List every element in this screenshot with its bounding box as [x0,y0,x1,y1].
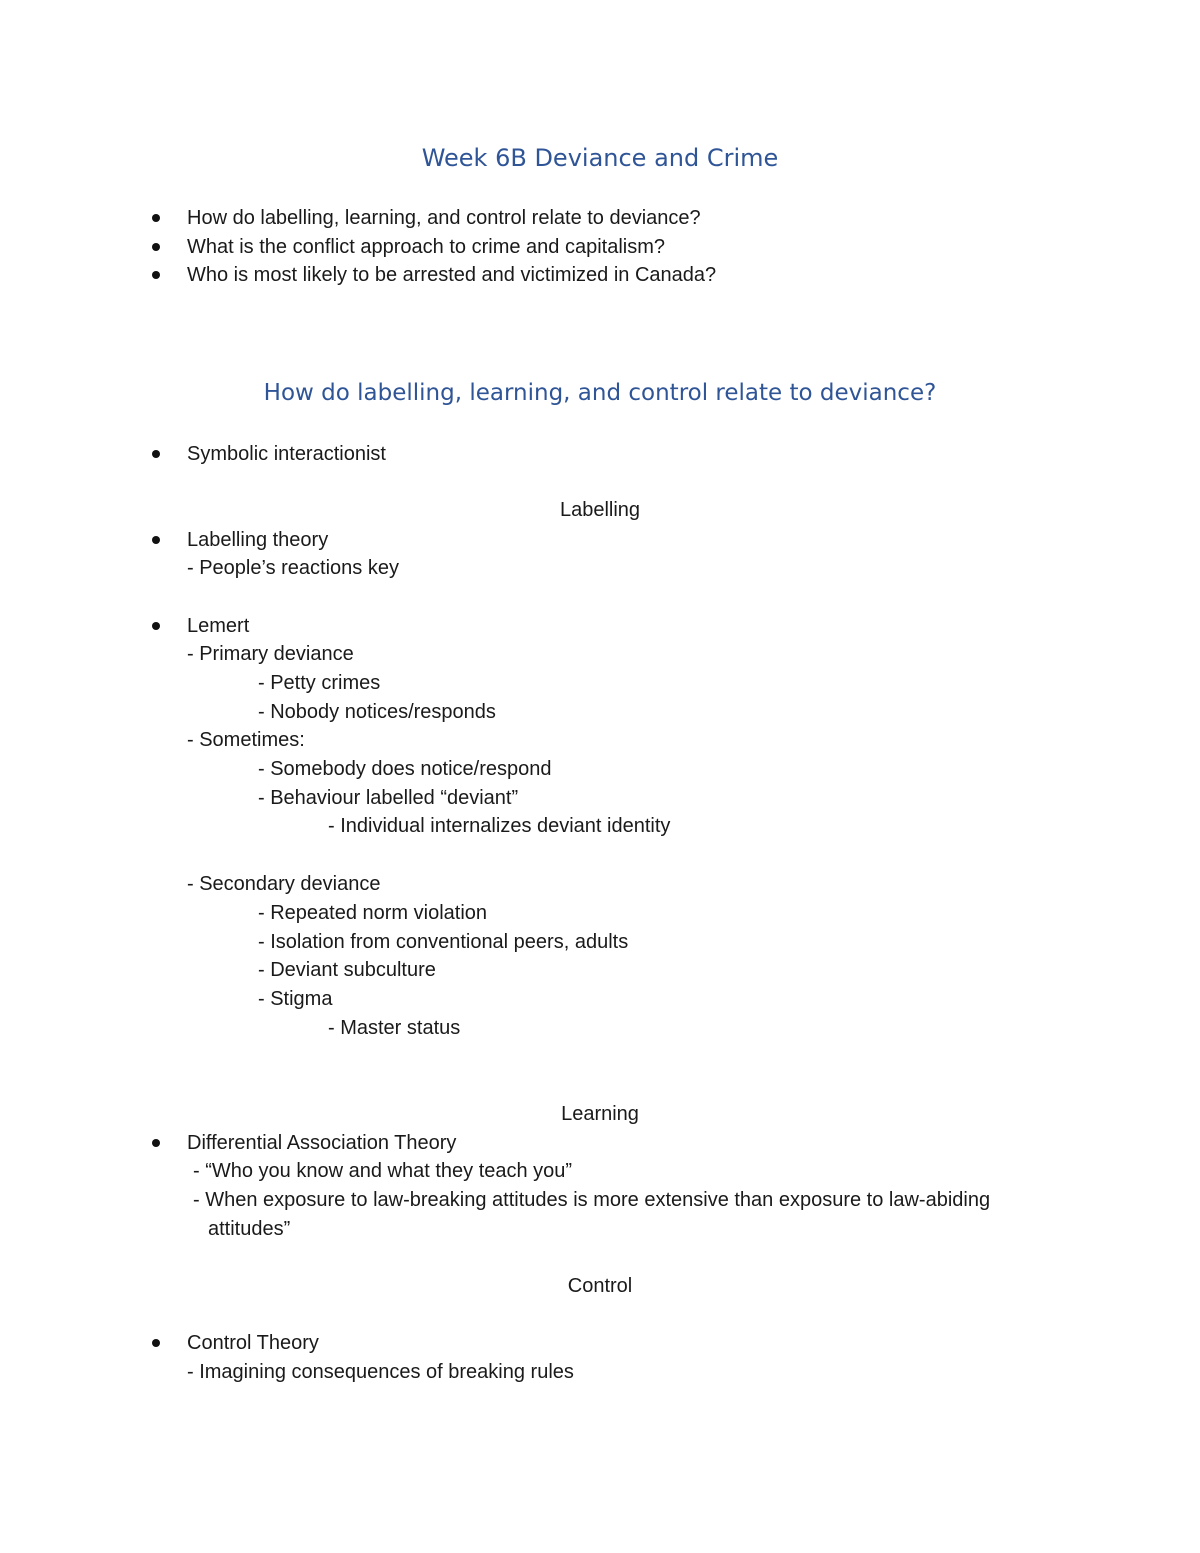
control-theory-bullet: Control Theory [187,1332,319,1354]
bullet-dot [152,536,160,544]
bullet-dot [152,214,160,222]
list-item: - Individual internalizes deviant identity [328,815,671,837]
list-item: - Stigma [258,988,333,1010]
symbolic-interactionist-bullet: Symbolic interactionist [187,443,386,465]
list-item: - Nobody notices/responds [258,701,496,723]
list-item: - Isolation from conventional peers, adults [258,931,629,953]
bullet-dot [152,450,160,458]
bullet-dot [152,622,160,630]
list-item: - Primary deviance [187,643,354,665]
section-heading: How do labelling, learning, and control relate to deviance? [263,380,937,406]
lemert-bullet: Lemert [187,615,250,637]
list-item: - Somebody does notice/respond [258,758,552,780]
bullet-dot [152,243,160,251]
bullet-dot [152,1139,160,1147]
list-item: - Behaviour labelled “deviant” [258,787,519,809]
bullet-dot [152,271,160,279]
control-subheading: Control [567,1275,633,1297]
intro-bullet-2: What is the conflict approach to crime and capitalism? [187,236,665,258]
intro-bullet-1: How do labelling, learning, and control relate to deviance? [187,207,701,229]
intro-bullet-3: Who is most likely to be arrested and victimized in Canada? [187,264,717,286]
differential-association-bullet: Differential Association Theory [187,1132,457,1154]
list-item: - Master status [328,1017,461,1039]
list-item: - Petty crimes [258,672,381,694]
labelling-subheading: Labelling [559,499,641,521]
list-item: - Repeated norm violation [258,902,488,924]
learning-sub-1: - “Who you know and what they teach you” [193,1160,573,1182]
list-item: - Sometimes: [187,729,305,751]
control-theory-sub: - Imagining consequences of breaking rules [187,1361,574,1383]
document-title: Week 6B Deviance and Crime [421,144,779,172]
list-item: - Deviant subculture [258,959,436,981]
list-item: - Secondary deviance [187,873,381,895]
learning-sub-2: - When exposure to law-breaking attitudes is more extensive than exposure to law-abiding [193,1189,991,1211]
labelling-theory-sub: - People’s reactions key [187,557,399,579]
learning-subheading: Learning [561,1103,639,1125]
learning-sub-2-continued: attitudes” [208,1218,291,1240]
bullet-dot [152,1339,160,1347]
labelling-theory-bullet: Labelling theory [187,529,329,551]
